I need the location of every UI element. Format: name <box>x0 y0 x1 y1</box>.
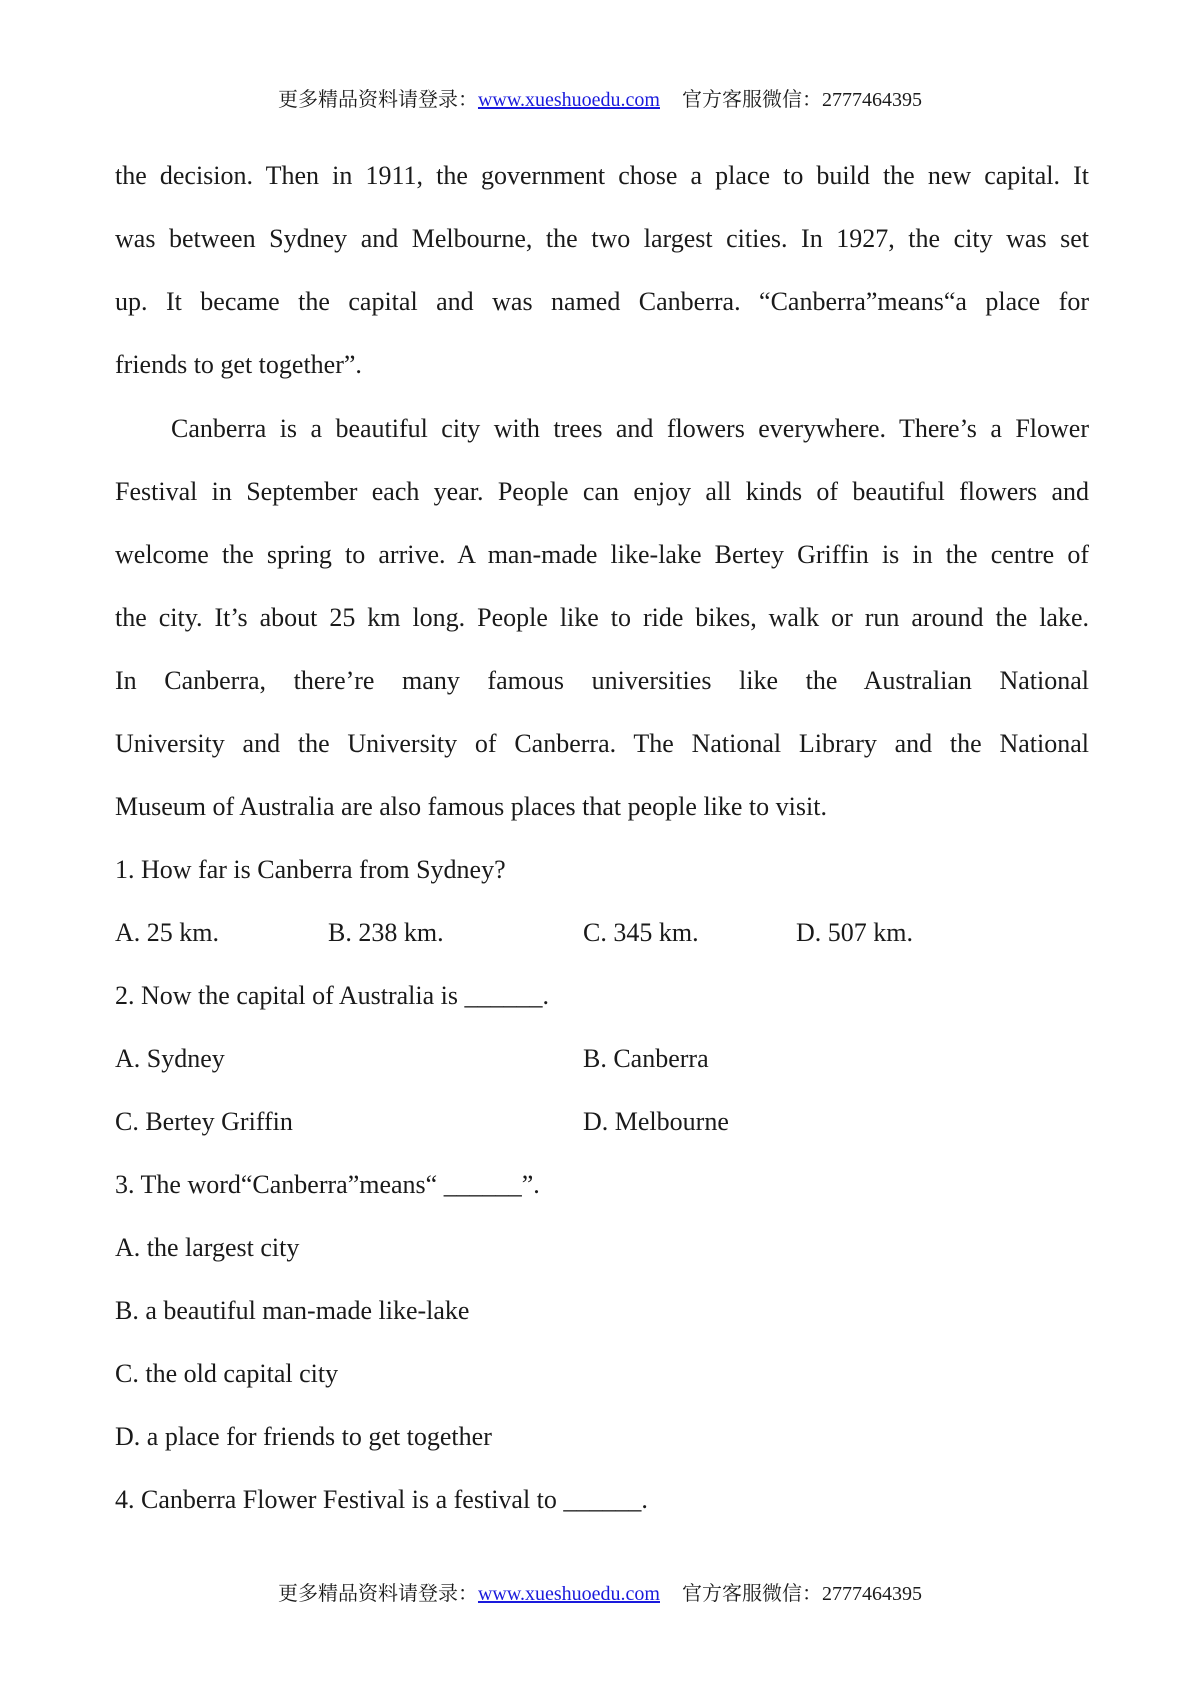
page-header <box>0 86 1200 114</box>
passage-line: Museum of Australia are also famous places that people like to visit. <box>115 792 827 821</box>
answer-option: D. a place for friends to get together <box>115 1422 492 1451</box>
footer-service-contact: 官方客服微信：2777464395 <box>682 1583 922 1605</box>
question-stem: 1. How far is Canberra from Sydney? <box>115 855 506 884</box>
answer-option: D. 507 km. <box>796 918 913 947</box>
answer-option: C. the old capital city <box>115 1359 339 1388</box>
question-stem: 2. Now the capital of Australia is ______. <box>115 981 549 1010</box>
passage-line: the city. It’s about 25 km long. People like to ride bikes, walk or run around the lake. <box>115 603 1089 632</box>
answer-option: C. 345 km. <box>583 918 699 947</box>
header-website-link[interactable]: www.xueshuoedu.com <box>477 89 660 111</box>
passage-line: up. It became the capital and was named Canberra. “Canberra”means“a place for <box>115 287 1089 316</box>
passage-line: Canberra is a beautiful city with trees and flowers everywhere. There’s a Flower <box>171 414 1089 443</box>
footer-website-link[interactable]: www.xueshuoedu.com <box>477 1583 660 1605</box>
passage-line: Festival in September each year. People can enjoy all kinds of beautiful flowers and <box>115 477 1089 506</box>
answer-option: A. 25 km. <box>115 918 219 947</box>
answer-option: C. Bertey Griffin <box>115 1107 293 1136</box>
passage-line: University and the University of Canberra. The National Library and the National <box>115 729 1089 758</box>
answer-option: B. Canberra <box>583 1044 709 1073</box>
answer-option: B. 238 km. <box>328 918 444 947</box>
answer-option: B. a beautiful man-made like-lake <box>115 1296 470 1325</box>
footer-prefix: 更多精品资料请登录： <box>277 1583 478 1605</box>
question-stem: 4. Canberra Flower Festival is a festival to ______. <box>115 1485 648 1514</box>
passage-line: In Canberra, there’re many famous universities like the Australian National <box>115 666 1089 695</box>
passage-line: friends to get together”. <box>115 350 362 379</box>
passage-line: welcome the spring to arrive. A man-made like-lake Bertey Griffin is in the centre of <box>115 540 1089 569</box>
answer-option: D. Melbourne <box>583 1107 729 1136</box>
passage-line: was between Sydney and Melbourne, the two largest cities. In 1927, the city was set <box>115 224 1089 253</box>
question-stem: 3. The word“Canberra”means“ ______”. <box>115 1170 540 1199</box>
answer-option: A. Sydney <box>115 1044 225 1073</box>
passage-line: the decision. Then in 1911, the government chose a place to build the new capital. It <box>115 161 1089 190</box>
page-footer <box>0 1580 1200 1608</box>
header-service-contact: 官方客服微信：2777464395 <box>682 89 922 111</box>
answer-option: A. the largest city <box>115 1233 300 1262</box>
header-prefix: 更多精品资料请登录： <box>277 89 478 111</box>
